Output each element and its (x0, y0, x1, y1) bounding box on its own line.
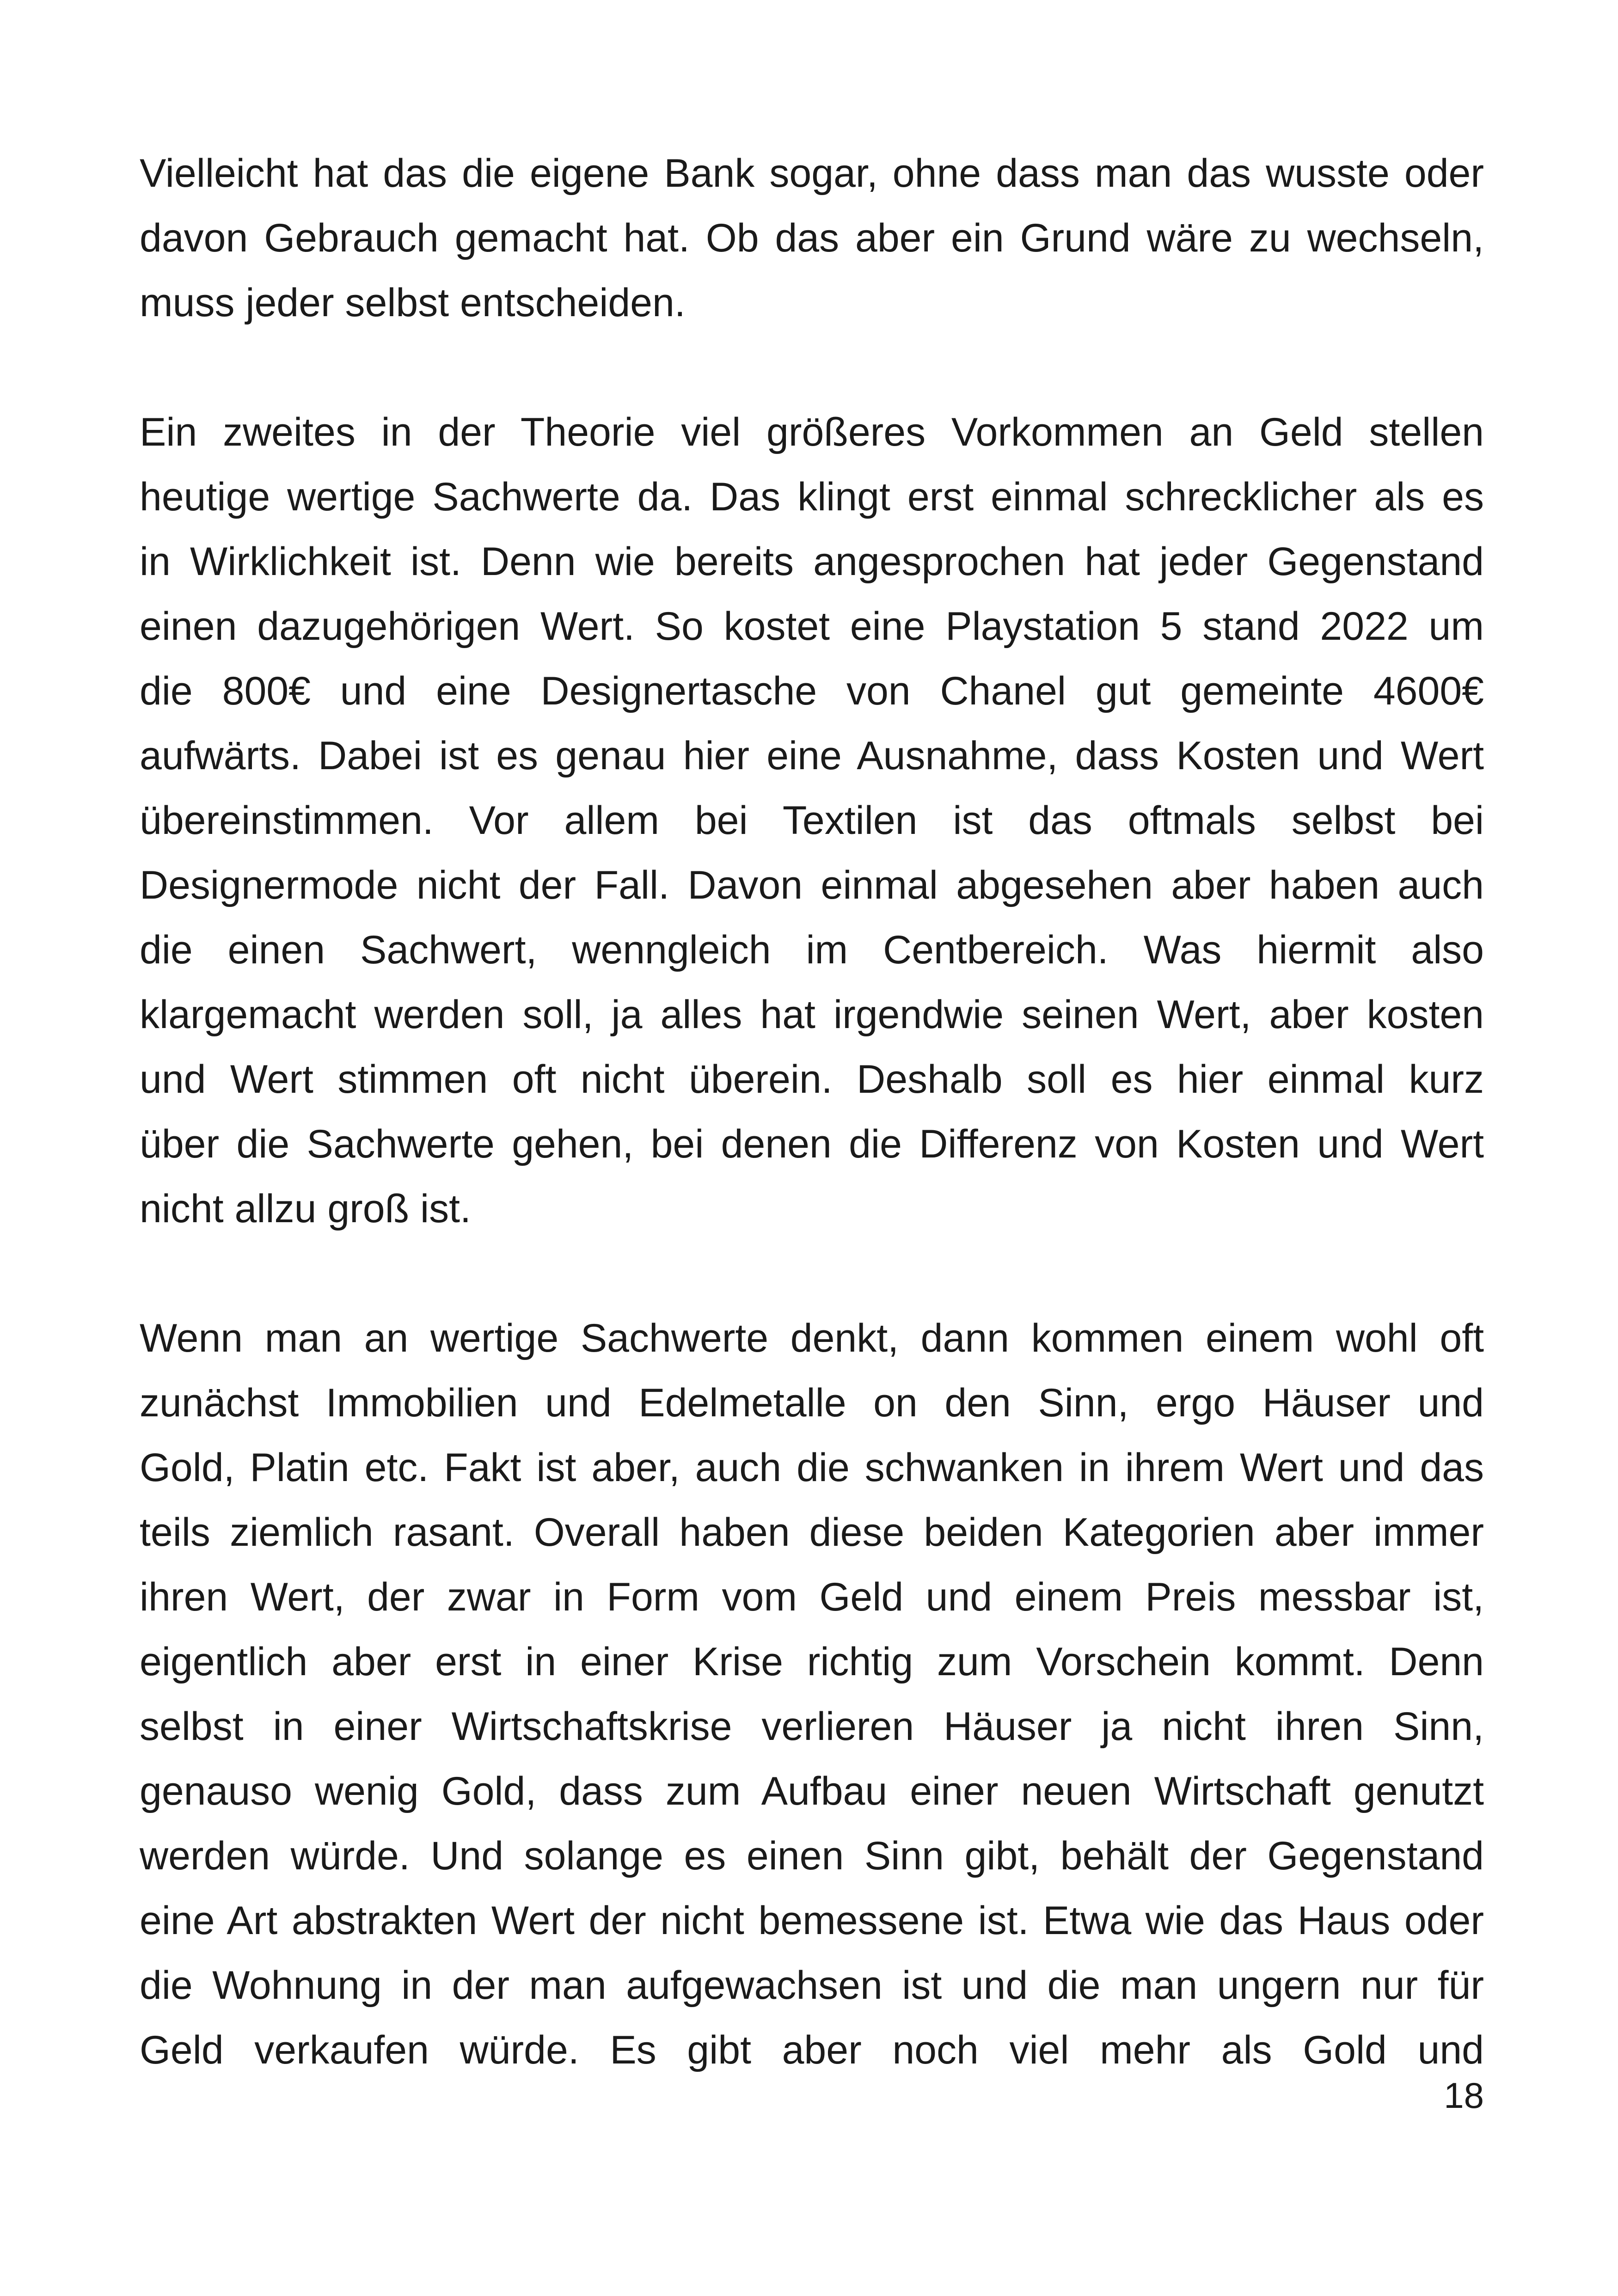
text-line: selbst in einer Wirtschaftskrise verlieren Häuser ja nicht ihren Sinn, (140, 1704, 1484, 1749)
text-line: einen dazugehörigen Wert. So kostet eine Playstation 5 stand 2022 um (140, 604, 1484, 649)
text-line: klargemacht werden soll, ja alles hat irgendwie seinen Wert, aber kosten (140, 992, 1484, 1037)
paragraph-2 (140, 400, 1484, 1241)
text-line: teils ziemlich rasant. Overall haben diese beiden Kategorien aber immer (140, 1510, 1484, 1555)
text-line: heutige wertige Sachwerte da. Das klingt erst einmal schrecklicher als es (140, 475, 1484, 519)
text-line: die 800€ und eine Designertasche von Chanel gut gemeinte 4600€ (140, 669, 1484, 713)
text-line: übereinstimmen. Vor allem bei Textilen ist das oftmals selbst bei (140, 798, 1484, 843)
text-line: nicht allzu groß ist. (140, 1187, 471, 1231)
paragraph-1 (140, 141, 1484, 335)
text-line: genauso wenig Gold, dass zum Aufbau einer neuen Wirtschaft genutzt (140, 1769, 1484, 1813)
text-line: muss jeder selbst entscheiden. (140, 281, 686, 325)
text-line: Geld verkaufen würde. Es gibt aber noch viel mehr als Gold und (140, 2028, 1484, 2072)
text-line: werden würde. Und solange es einen Sinn gibt, behält der Gegenstand (140, 1834, 1484, 1878)
text-line: Gold, Platin etc. Fakt ist aber, auch die schwanken in ihrem Wert und das (140, 1445, 1484, 1490)
text-line: in Wirklichkeit ist. Denn wie bereits angesprochen hat jeder Gegenstand (140, 539, 1484, 584)
text-line: und Wert stimmen oft nicht überein. Deshalb soll es hier einmal kurz (140, 1057, 1484, 1102)
body-text (140, 141, 1484, 2147)
page-number: 18 (1444, 2075, 1484, 2116)
paragraph-3 (140, 1306, 1484, 2082)
text-line: davon Gebrauch gemacht hat. Ob das aber ein Grund wäre zu wechseln, (140, 216, 1484, 260)
text-line: Vielleicht hat das die eigene Bank sogar, ohne dass man das wusste oder (140, 151, 1484, 196)
text-line: die Wohnung in der man aufgewachsen ist und die man ungern nur für (140, 1963, 1484, 2008)
text-line: ihren Wert, der zwar in Form vom Geld und einem Preis messbar ist, (140, 1575, 1484, 1619)
text-line: die einen Sachwert, wenngleich im Centbereich. Was hiermit also (140, 928, 1484, 972)
text-line: zunächst Immobilien und Edelmetalle on den Sinn, ergo Häuser und (140, 1381, 1484, 1425)
text-line: eigentlich aber erst in einer Krise richtig zum Vorschein kommt. Denn (140, 1640, 1484, 1684)
text-line: Wenn man an wertige Sachwerte denkt, dann kommen einem wohl oft (140, 1316, 1484, 1360)
text-line: eine Art abstrakten Wert der nicht bemessene ist. Etwa wie das Haus oder (140, 1898, 1484, 1943)
text-line: Designermode nicht der Fall. Davon einmal abgesehen aber haben auch (140, 863, 1484, 907)
text-line: über die Sachwerte gehen, bei denen die Differenz von Kosten und Wert (140, 1122, 1484, 1166)
text-line: Ein zweites in der Theorie viel größeres Vorkommen an Geld stellen (140, 410, 1484, 454)
text-line: aufwärts. Dabei ist es genau hier eine Ausnahme, dass Kosten und Wert (140, 734, 1484, 778)
